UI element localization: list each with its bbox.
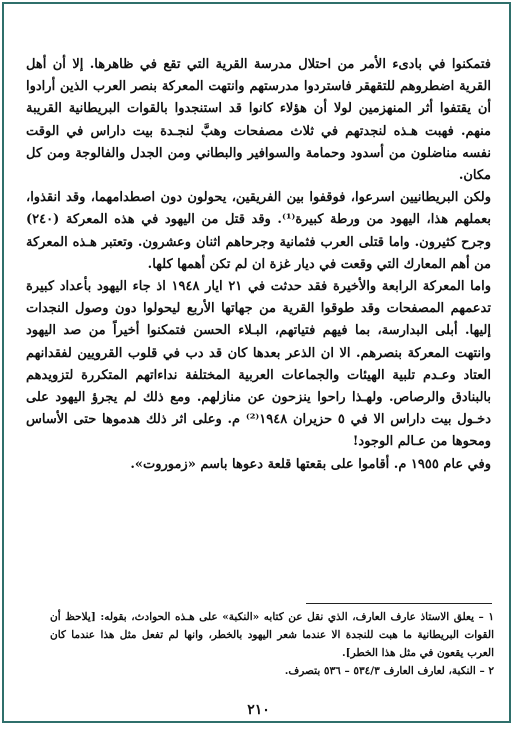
footnotes [50,608,494,680]
footnote-1: ١ – يعلق الاستاذ عارف العارف، الذي نقل عن كتابه «النكبة» على هـذه الحوادث، بقوله: [يلاحظ أن القوات البريطانية ما هبت للنجدة الا عندما شعر اليهود بالخطر، وانها لم تفعل مثل هذا عندما كان العرب يقعون في مثل هذا الخطر]. [50,611,494,659]
footnote-divider [306,603,492,604]
paragraph-1: فتمكنوا في بادىء الأمر من احتلال مدرسة القرية التي تقع في ظاهرها. إلا أن أهل القرية اضطروهم للتقهقر فاستردوا مدرستهم وانتهت المعركة بنصر العرب الذين أرادوا أن يقتفوا أثر المنهزمين لولا أن هؤلاء كانوا قد استنجدوا بالقوات البريطانية القريبة منهم. فهبت هـذه لنجدتهم في ثلاث مصفحات وهبَّ لنجـدة بيت داراس في الوقت نفسه مناضلون من أسدود وحمامة والسوافير والبطاني ومن الجدل والفالوجة ومن كل مكان. [26,57,491,184]
paragraph-2: ولكن البريطانيين اسرعوا، فوقفوا بين الفريقين، يحولون دون اصطدامهما، وقد انقذوا، بعملهم هذا، اليهود من ورطة كبيرة⁽¹⁾. وقد قتل من اليهود في هذه المعركة (٢٤٠) وجرح كثيرون. واما قتلى العرب فثمانية وجرحاهم اثنان وعشرون. وتعتبر هـذه المعركة من أهم المعارك التي وقعت في ديار غزة ان لم تكن أهمها كلها. [26,190,491,272]
footnote-2: ٢ – النكبة، لعارف العارف ٥٣٤/٣ – ٥٣٦ بتصرف. [284,665,494,677]
page-number: ٢١٠ [247,702,270,718]
paragraph-3: واما المعركة الرابعة والأخيرة فقد حدثت في ٢١ ايار ١٩٤٨ اذ جاء اليهود بأعداد كبيرة تدعمهم المصفحات وقد طوقوا القرية من جهاتها الأربع ليحولوا دون وصول النجدات إليها. أبلى البدارسة، بما فيهم فتياتهم، البـلاء الحسن فتمكنوا أخيراً من صد اليهود وانتهت المعركة بنصرهم. الا ان الذعر بعدها كان قد دب في قلوب القرويين لفقدانهم العتاد وعـدم تلبية الهيئات والجماعات العربية المختلفة نداءاتهم المتكررة لتزويدهم بالبنادق والرصاص. ولهـذا راحوا ينزحون عن منازلهم. ومع ذلك لم يجرؤ اليهود على دخـول بيت داراس الا في ٥ حزيران ١٩٤٨⁽²⁾ م. وعلى اثر ذلك هدموها حتى الأساس ومحوها من عـالم الوجود! [26,279,491,450]
paragraph-4: وفي عام ١٩٥٥ م. أقاموا على بقعتها قلعة دعوها باسم «زموروت». [130,456,491,472]
body-text [26,54,491,476]
